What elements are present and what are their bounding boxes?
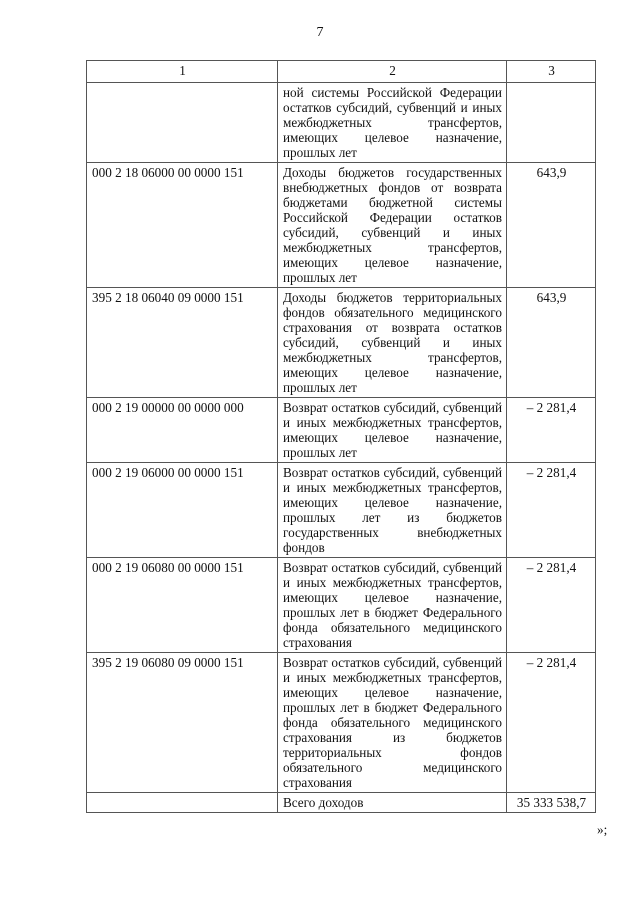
table-row — [87, 653, 596, 793]
table-row — [87, 288, 596, 398]
row-amount: 643,9 — [507, 288, 596, 398]
column-header-amount: 3 — [507, 61, 596, 83]
row-code: 395 2 18 06040 09 0000 151 — [87, 288, 278, 398]
row-code — [87, 793, 278, 813]
row-amount — [507, 83, 596, 163]
column-header-code: 1 — [87, 61, 278, 83]
table-header-row — [87, 61, 596, 83]
revenue-table — [86, 60, 596, 813]
row-code: 395 2 19 06080 09 0000 151 — [87, 653, 278, 793]
row-code: 000 2 19 06080 00 0000 151 — [87, 558, 278, 653]
page-number: 7 — [316, 25, 324, 40]
row-code: 000 2 19 00000 00 0000 000 — [87, 398, 278, 463]
row-amount: – 2 281,4 — [507, 558, 596, 653]
row-description: Возврат остатков субсидий, субвенций и иных межбюджетных трансфертов, имеющих целевое назначение, прошлых лет в бюджет Федерального фонда обязательного медицинского страхования — [278, 558, 507, 653]
table-row — [87, 558, 596, 653]
table-row — [87, 398, 596, 463]
row-code — [87, 83, 278, 163]
total-amount: 35 333 538,7 — [507, 793, 596, 813]
row-amount: – 2 281,4 — [507, 463, 596, 558]
row-amount: – 2 281,4 — [507, 653, 596, 793]
row-description: Доходы бюджетов территориальных фондов обязательного медицинского страхования от возврата остатков субсидий, субвенций и иных межбюджетных трансфертов, имеющих целевое назначение, прошлых лет — [278, 288, 507, 398]
column-header-description: 2 — [278, 61, 507, 83]
row-description: Возврат остатков субсидий, субвенций и иных межбюджетных трансфертов, имеющих целевое назначение, прошлых лет в бюджет Федерального фонда обязательного медицинского страхования из бюджетов территориальных фондов обязательного медицинского страхования — [278, 653, 507, 793]
row-code: 000 2 18 06000 00 0000 151 — [87, 163, 278, 288]
row-amount: – 2 281,4 — [507, 398, 596, 463]
table-row — [87, 163, 596, 288]
closing-quote-mark: »; — [597, 822, 608, 837]
row-description: Доходы бюджетов государственных внебюджетных фондов от возврата бюджетами бюджетной системы Российской Федерации остатков субсидий, субвенций и иных межбюджетных трансфертов, имеющих целевое назначение, прошлых лет — [278, 163, 507, 288]
row-description: Возврат остатков субсидий, субвенций и иных межбюджетных трансфертов, имеющих целевое назначение, прошлых лет — [278, 398, 507, 463]
row-description: Возврат остатков субсидий, субвенций и иных межбюджетных трансфертов, имеющих целевое назначение, прошлых лет из бюджетов государственных внебюджетных фондов — [278, 463, 507, 558]
row-description: ной системы Российской Федерации остатков субсидий, субвенций и иных межбюджетных трансфертов, имеющих целевое назначение, прошлых лет — [278, 83, 507, 163]
row-code: 000 2 19 06000 00 0000 151 — [87, 463, 278, 558]
table-row — [87, 83, 596, 163]
row-amount: 643,9 — [507, 163, 596, 288]
table-row-total — [87, 793, 596, 813]
total-label: Всего доходов — [278, 793, 507, 813]
table-row — [87, 463, 596, 558]
